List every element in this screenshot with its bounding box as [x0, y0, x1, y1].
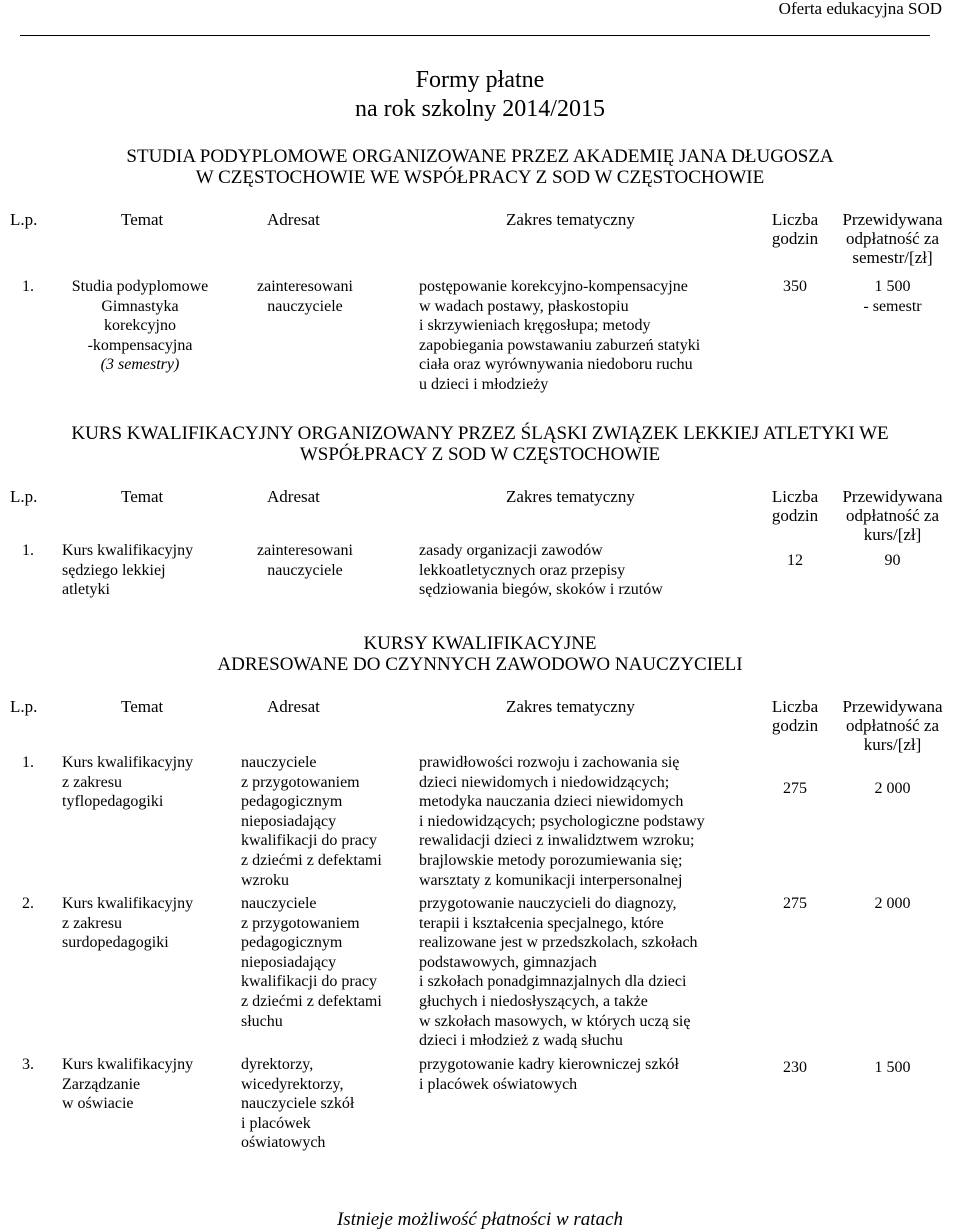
col-adresat: Adresat: [267, 210, 320, 229]
cell-godzin: 350: [783, 278, 807, 295]
col-lp: L.p.: [10, 697, 38, 716]
section3-heading-line1: KURSY KWALIFIKACYJNE: [363, 633, 597, 654]
col-liczba: Liczba godzin: [771, 210, 819, 248]
section1-heading-line1: STUDIA PODYPLOMOWE ORGANIZOWANE PRZEZ AKADEMIĘ JANA DŁUGOSZA: [126, 146, 834, 167]
cell-zakres: zasady organizacji zawodów lekkoatletycznych oraz przepisy sędziowania biegów, skoków i rzutów: [419, 542, 663, 599]
cell-godzin: 275: [783, 895, 807, 912]
cell-temat: Kurs kwalifikacyjny z zakresu surdopedagogiki: [62, 895, 194, 952]
cell-temat: Kurs kwalifikacyjny sędziego lekkiej atletyki: [62, 542, 194, 599]
section1-heading-line2: W CZĘSTOCHOWIE WE WSPÓŁPRACY Z SOD W CZĘSTOCHOWIE: [195, 167, 765, 188]
cell-oplata: 2 000: [874, 780, 911, 797]
cell-zakres: przygotowanie kadry kierowniczej szkół i placówek oświatowych: [419, 1056, 679, 1093]
cell-oplata: 1 500 - semestr: [863, 278, 922, 315]
row-number: 1.: [22, 278, 34, 295]
cell-adresat: nauczyciele z przygotowaniem pedagogicznym nieposiadający kwalifikacji do pracy z dziećmi z defektami słuchu: [241, 895, 382, 1030]
cell-godzin: 275: [783, 780, 807, 797]
header-rule: [20, 35, 930, 36]
col-oplata: Przewidywana odpłatność za kurs/[zł]: [842, 487, 943, 544]
cell-adresat: nauczyciele z przygotowaniem pedagogicznym nieposiadający kwalifikacji do pracy z dziećmi z defektami wzroku: [241, 754, 382, 889]
col-zakres: Zakres tematyczny: [506, 210, 635, 229]
col-temat: Temat: [121, 697, 164, 716]
cell-oplata: 1 500: [874, 1059, 911, 1076]
col-adresat: Adresat: [267, 487, 320, 506]
col-liczba: Liczba godzin: [771, 697, 819, 735]
page-title: Formy płatne: [415, 67, 545, 93]
col-zakres: Zakres tematyczny: [506, 697, 635, 716]
section2-heading-line2: WSPÓŁPRACY Z SOD W CZĘSTOCHOWIE: [299, 444, 661, 465]
row-number: 1.: [22, 754, 34, 771]
document-header: Oferta edukacyjna SOD: [778, 0, 942, 18]
col-lp: L.p.: [10, 210, 38, 229]
col-oplata: Przewidywana odpłatność za semestr/[zł]: [842, 210, 943, 267]
col-temat: Temat: [121, 210, 164, 229]
cell-godzin: 230: [783, 1059, 807, 1076]
col-zakres: Zakres tematyczny: [506, 487, 635, 506]
cell-temat: Studia podyplomowe Gimnastyka korekcyjno -kompensacyjna (3 semestry): [71, 278, 209, 374]
cell-oplata: 90: [884, 552, 901, 569]
section2-heading-line1: KURS KWALIFIKACYJNY ORGANIZOWANY PRZEZ ŚLĄSKI ZWIĄZEK LEKKIEJ ATLETYKI WE: [71, 423, 889, 444]
cell-zakres: przygotowanie nauczycieli do diagnozy, terapii i kształcenia specjalnego, które realizowane jest w przedszkolach, szkołach podstawowych, gimnazjach i szkołach ponadgimnazjalnych dla dzieci głuchych i niedosłyszących, a także w szkołach masowych, w których uczą się dzieci i młodzież z wadą słuchu: [419, 895, 698, 1050]
col-lp: L.p.: [10, 487, 38, 506]
col-liczba: Liczba godzin: [771, 487, 819, 525]
row-number: 3.: [22, 1056, 34, 1073]
cell-zakres: prawidłowości rozwoju i zachowania się dzieci niewidomych i niedowidzących; metodyka nauczania dzieci niewidomych i niedowidzących; psychologiczne podstawy rewalidacji dzieci z inwalidztwem wzroku; brajlowskie metody porozumiewania się; warsztaty z komunikacji interpersonalnej: [419, 754, 705, 889]
section3-heading-line2: ADRESOWANE DO CZYNNYCH ZAWODOWO NAUCZYCIELI: [217, 654, 743, 675]
col-temat: Temat: [121, 487, 164, 506]
cell-adresat: dyrektorzy, wicedyrektorzy, nauczyciele szkół i placówek oświatowych: [241, 1056, 355, 1152]
cell-zakres: postępowanie korekcyjno-kompensacyjne w wadach postawy, płaskostopiu i skrzywieniach kręgosłupa; metody zapobiegania powstawaniu zaburzeń statyki ciała oraz wyrównywania niedoboru ruchu u dzieci i młodzieży: [419, 278, 701, 393]
cell-temat: Kurs kwalifikacyjny Zarządzanie w oświacie: [62, 1056, 194, 1113]
row-number: 1.: [22, 542, 34, 559]
cell-adresat: zainteresowani nauczyciele: [257, 542, 353, 579]
col-adresat: Adresat: [267, 697, 320, 716]
payment-note: Istnieje możliwość płatności w ratach: [336, 1209, 624, 1230]
col-oplata: Przewidywana odpłatność za kurs/[zł]: [842, 697, 943, 754]
page-subtitle: na rok szkolny 2014/2015: [355, 96, 605, 122]
cell-adresat: zainteresowani nauczyciele: [257, 278, 353, 315]
row-number: 2.: [22, 895, 34, 912]
cell-godzin: 12: [787, 552, 803, 569]
cell-oplata: 2 000: [874, 895, 911, 912]
cell-temat: Kurs kwalifikacyjny z zakresu tyflopedagogiki: [62, 754, 194, 811]
